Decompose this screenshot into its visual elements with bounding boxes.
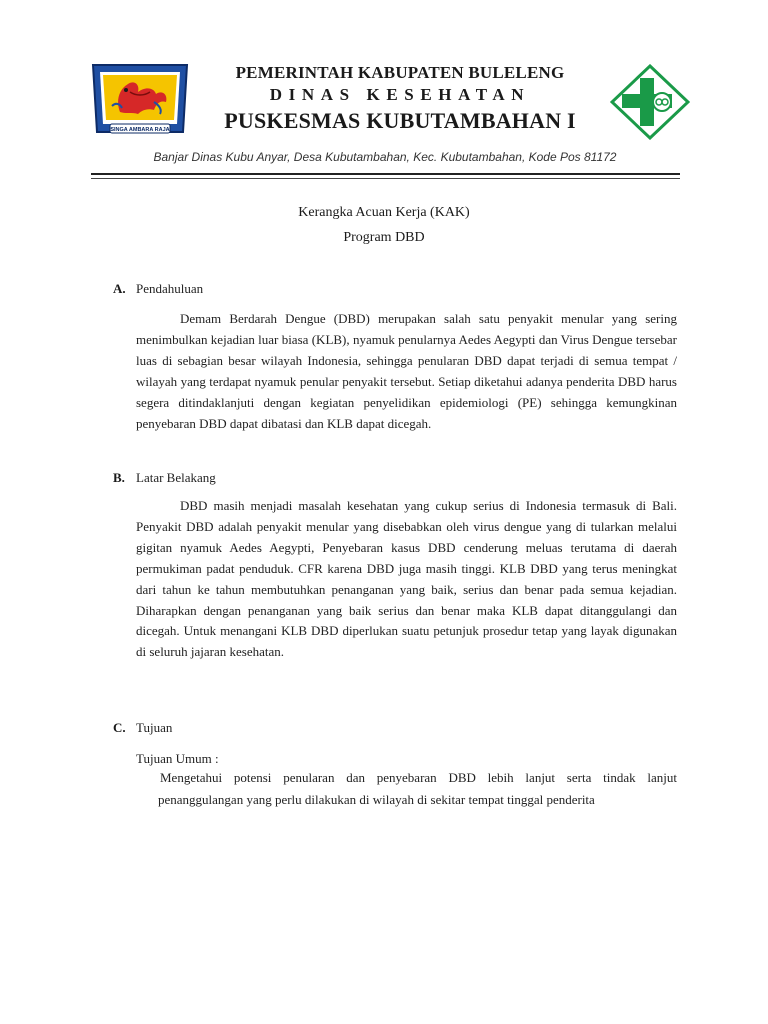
section-a-letter: A. <box>113 281 126 296</box>
section-c-sublabel: Tujuan Umum : <box>136 751 219 766</box>
document-title: Kerangka Acuan Kerja (KAK) <box>298 205 470 220</box>
section-c-subparagraph: Mengetahui potensi penularan dan penyebaran DBD lebih lanjut serta tindak lanjut penanggulangan yang perlu dilakukan di wilayah di sekitar tempat tinggal penderita <box>158 770 677 807</box>
letterhead-divider <box>91 173 680 175</box>
letterhead-agency: DINAS KESEHATAN <box>269 85 531 104</box>
puskesmas-logo <box>610 64 690 140</box>
section-c-title: Tujuan <box>136 720 173 735</box>
section-a-title: Pendahuluan <box>136 281 204 296</box>
document-subtitle: Program DBD <box>343 230 425 245</box>
section-b-title: Latar Belakang <box>136 470 216 485</box>
section-b-letter: B. <box>113 470 125 485</box>
letterhead-puskesmas: PUSKESMAS KUBUTAMBAHAN I <box>224 108 576 133</box>
section-a-paragraph: Demam Berdarah Dengue (DBD) merupakan salah satu penyakit menular yang sering menimbulkan kejadian luar biasa (KLB), nyamuk penularnya Aedes Aegypti dan Virus Dengue tersebar luas di sebagian besar wilayah Indonesia, sehingga penularan DBD dapat terjadi di semua tempat / wilayah yang terdapat nyamuk penular penyakit tersebut. Setiap diketahui adanya penderita DBD harus segera ditindaklanjuti dengan kegiatan penyelidikan epidemiologi (PE) sehingga kemungkinan penyebaran DBD dapat dibatasi dan KLB dapat dicegah. <box>136 311 677 431</box>
section-c-letter: C. <box>113 720 126 735</box>
section-b-paragraph: DBD masih menjadi masalah kesehatan yang cukup serius di Indonesia termasuk di Bali. Penyakit DBD adalah penyakit menular yang disebabkan oleh virus dengue yang di tularkan melalui gigitan nyamuk Aedes Aegypti, Penyebaran kasus DBD cenderung meluas terutama di daerah permukiman padat penduduk. CFR karena DBD juga masih tinggi. KLB DBD yang terus meningkat dari tahun ke tahun membutuhkan penanganan yang baik, serius dan benar pada semua kejadian. Diharapkan dengan penanganan yang baik serius dan benar maka KLB dapat ditanggulangi dan dicegah. Untuk menangani KLB DBD diperlukan suatu petunjuk prosedur tetap yang layak digunakan di seluruh jajaran kesehatan. <box>136 498 677 660</box>
logo-motto: SINGA AMBARA RAJA <box>110 127 170 133</box>
letterhead-address: Banjar Dinas Kubu Anyar, Desa Kubutambahan, Kec. Kubutambahan, Kode Pos 81172 <box>153 150 617 164</box>
buleleng-regency-logo <box>90 62 190 140</box>
letterhead-divider-thin <box>91 178 680 179</box>
letterhead-government: PEMERINTAH KABUPATEN BULELENG <box>235 63 565 82</box>
